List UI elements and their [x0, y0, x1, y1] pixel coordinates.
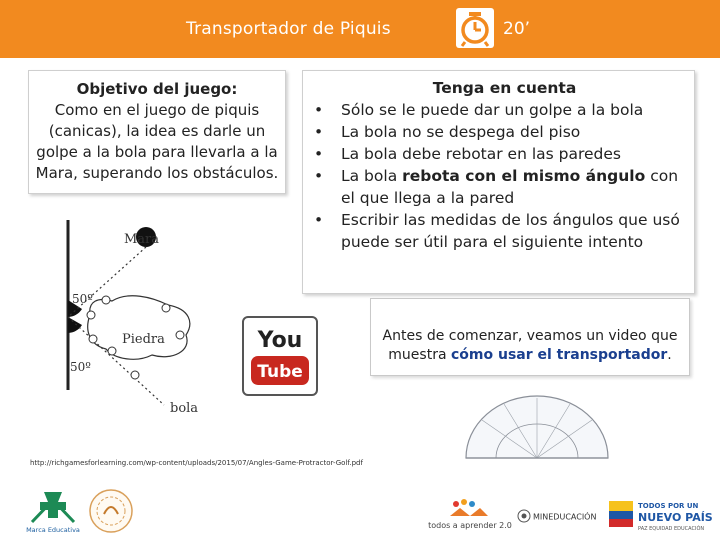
youtube-logo-icon[interactable]	[242, 316, 318, 396]
todos-a-aprender-logo-icon	[428, 496, 512, 536]
path-dot	[89, 335, 97, 343]
path-dot	[176, 331, 184, 339]
video-callout-text: Antes de comenzar, veamos un video que muestra	[382, 328, 678, 363]
notes-box	[302, 70, 695, 294]
youtube-you-text: You	[257, 328, 303, 353]
notes-title: Tenga en cuenta	[432, 79, 577, 97]
list-item: • Sólo se le puede dar un golpe a la bola	[311, 99, 684, 121]
piedra-rock	[88, 296, 190, 359]
todos-logo-text: todos a aprender 2.0	[428, 521, 512, 530]
video-callout-text: .	[667, 347, 672, 363]
alarm-clock-icon	[456, 8, 494, 48]
school-seal-icon	[88, 488, 134, 534]
list-item: • Escribir las medidas de los ángulos que usó puede ser útil para el siguiente intento	[311, 209, 684, 253]
path-dot	[108, 347, 116, 355]
mara-label: Mara	[124, 232, 160, 247]
path-dot	[162, 304, 170, 312]
list-item-text: La bola	[341, 167, 403, 185]
pais-logo-line1: TODOS POR UN	[638, 502, 699, 510]
protractor-icon	[462, 392, 612, 462]
path-dot	[131, 371, 139, 379]
angle-wedge-bottom	[68, 317, 82, 333]
angle-label-bottom: 50º	[70, 360, 91, 374]
path-dot	[102, 296, 110, 304]
bola-label: bola	[170, 401, 199, 416]
pais-logo-line3: PAZ EQUIDAD EDUCACIÓN	[638, 526, 705, 532]
objective-text: Como en el juego de piquis (canicas), la idea es darle un golpe a la bola para llevarla a la Mara, superando los obstáculos.	[35, 101, 279, 182]
objective-title: Objetivo del juego:	[76, 80, 238, 98]
list-item: • La bola debe rebotar en las paredes	[311, 143, 684, 165]
youtube-tube-text: Tube	[257, 362, 303, 382]
pais-logo-line2: NUEVO PAÍS	[638, 511, 713, 524]
path-dot	[87, 311, 95, 319]
source-link[interactable]: http://richgamesforlearning.com/wp-content/uploads/2015/07/Angles-Game-Protractor-Golf.pdf	[30, 459, 363, 467]
todos-por-un-nuevo-pais-logo-icon	[606, 496, 716, 536]
piedra-label: Piedra	[122, 332, 165, 347]
list-item-text: con el que llega a la pared	[341, 167, 679, 207]
protractor-link[interactable]: cómo usar el transportador	[450, 347, 668, 363]
angle-label-top: 50º	[72, 292, 93, 306]
video-callout	[370, 298, 690, 376]
list-item-emphasis: rebota con el mismo ángulo	[402, 167, 646, 185]
mined-logo-text: MINEDUCACIÓN	[533, 512, 597, 522]
marca-educativa-logo-icon	[22, 488, 84, 536]
game-diagram	[40, 205, 240, 425]
mineducacion-logo-icon	[516, 506, 608, 526]
objective-box	[28, 70, 286, 194]
page-title: Transportador de Piquis	[186, 19, 391, 39]
notes-list	[311, 99, 684, 253]
list-item: • La bola no se despega del piso	[311, 121, 684, 143]
time-label: 20’	[503, 19, 531, 39]
header-bar	[0, 0, 720, 58]
marca-logo-text: Marca Educativa	[26, 526, 80, 534]
list-item	[311, 165, 684, 209]
